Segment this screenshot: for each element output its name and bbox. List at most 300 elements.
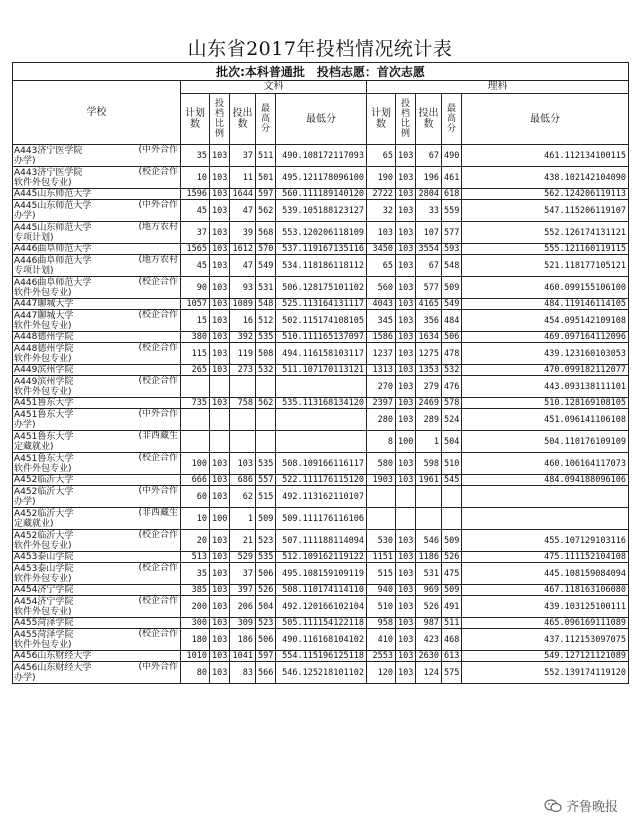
school-program-note: (校企合作 xyxy=(138,596,178,606)
table-row xyxy=(13,189,629,200)
science-out-cell: 526 xyxy=(416,596,442,618)
science-plan-cell: 510 xyxy=(367,596,396,618)
science-max-cell: 575 xyxy=(442,662,462,684)
stats-table xyxy=(12,62,629,684)
school-cell xyxy=(13,255,181,277)
arts-max-cell: 557 xyxy=(256,475,276,486)
arts-out-cell: 62 xyxy=(230,486,256,508)
science-max-cell: 484 xyxy=(442,310,462,332)
arts-plan-cell: 35 xyxy=(181,563,210,585)
arts-out-cell: 93 xyxy=(230,277,256,299)
science-min-cell: 510.128169108105 xyxy=(462,398,629,409)
science-plan-cell: 410 xyxy=(367,629,396,651)
arts-ratio-cell: 103 xyxy=(210,618,230,629)
science-max-cell xyxy=(442,486,462,508)
science-plan-cell: 530 xyxy=(367,530,396,552)
school-program-note: (地方农村 xyxy=(138,222,178,232)
arts-plan-cell: 265 xyxy=(181,365,210,376)
school-cell xyxy=(13,299,181,310)
school-name: A454济宁学院 xyxy=(14,585,74,595)
arts-min-cell: 508.110174114110 xyxy=(276,585,367,596)
science-out-cell: 1961 xyxy=(416,475,442,486)
arts-min-header: 最低分 xyxy=(276,94,367,145)
arts-ratio-cell: 103 xyxy=(210,530,230,552)
arts-max-cell: 549 xyxy=(256,255,276,277)
school-cell xyxy=(13,618,181,629)
science-max-cell: 618 xyxy=(442,189,462,200)
arts-min-cell: 525.113164131117 xyxy=(276,299,367,310)
science-out-cell: 1353 xyxy=(416,365,442,376)
table-row xyxy=(13,508,629,530)
school-program-note-cont: 软件外包专业) xyxy=(14,177,72,188)
school-name: A455菏泽学院 xyxy=(14,618,74,628)
science-ratio-cell: 103 xyxy=(396,618,416,629)
arts-max-cell: 535 xyxy=(256,453,276,475)
arts-ratio-cell: 103 xyxy=(210,662,230,684)
arts-out-cell: 37 xyxy=(230,145,256,167)
science-max-cell: 524 xyxy=(442,409,462,431)
science-min-cell: 460.106164117073 xyxy=(462,453,629,475)
arts-out-cell: 758 xyxy=(230,398,256,409)
arts-max-cell: 511 xyxy=(256,145,276,167)
school-cell xyxy=(13,563,181,585)
table-row xyxy=(13,277,629,299)
arts-max-cell: 548 xyxy=(256,299,276,310)
school-name: A443济宁医学院 xyxy=(14,167,83,178)
arts-min-cell: 560.111189140120 xyxy=(276,189,367,200)
wechat-icon xyxy=(544,799,562,813)
school-name: A451鲁东大学 xyxy=(14,409,74,420)
science-plan-cell: 940 xyxy=(367,585,396,596)
science-ratio-cell: 103 xyxy=(396,530,416,552)
arts-ratio-cell: 103 xyxy=(210,343,230,365)
arts-plan-cell xyxy=(181,376,210,398)
science-max-cell: 526 xyxy=(442,552,462,563)
arts-min-cell: 510.111165137097 xyxy=(276,332,367,343)
science-ratio-cell: 103 xyxy=(396,629,416,651)
science-plan-cell: 1237 xyxy=(367,343,396,365)
science-min-cell: 547.115206119107 xyxy=(462,200,629,222)
arts-plan-cell: 45 xyxy=(181,200,210,222)
table-row xyxy=(13,145,629,167)
school-program-note-cont: 办学) xyxy=(14,210,36,221)
science-ratio-cell: 103 xyxy=(396,200,416,222)
school-cell xyxy=(13,244,181,255)
school-program-note: (中外合作 xyxy=(138,145,178,155)
school-name: A449滨州学院 xyxy=(14,376,74,387)
science-ratio-cell: 103 xyxy=(396,585,416,596)
science-plan-cell xyxy=(367,486,396,508)
science-max-cell: 478 xyxy=(442,343,462,365)
arts-ratio-cell: 103 xyxy=(210,222,230,244)
science-plan-cell: 345 xyxy=(367,310,396,332)
science-plan-cell: 3450 xyxy=(367,244,396,255)
school-program-note: (校企合作 xyxy=(138,563,178,573)
table-row xyxy=(13,662,629,684)
arts-max-cell: 597 xyxy=(256,651,276,662)
arts-ratio-cell: 103 xyxy=(210,486,230,508)
school-cell xyxy=(13,431,181,453)
science-min-cell: 475.111152104108 xyxy=(462,552,629,563)
table-row xyxy=(13,200,629,222)
school-name: A451鲁东大学 xyxy=(14,431,74,442)
science-out-cell: 3554 xyxy=(416,244,442,255)
science-max-cell: 476 xyxy=(442,376,462,398)
science-max-cell: 578 xyxy=(442,398,462,409)
arts-min-cell: 492.113162110107 xyxy=(276,486,367,508)
arts-out-cell: 47 xyxy=(230,200,256,222)
school-name: A449滨州学院 xyxy=(14,365,74,375)
science-max-cell: 506 xyxy=(442,332,462,343)
science-max-cell: 510 xyxy=(442,453,462,475)
science-min-cell xyxy=(462,486,629,508)
table-row xyxy=(13,376,629,398)
science-ratio-cell: 103 xyxy=(396,552,416,563)
table-row xyxy=(13,398,629,409)
science-out-header: 投出数 xyxy=(416,94,442,145)
arts-ratio-cell: 103 xyxy=(210,552,230,563)
arts-plan-cell: 115 xyxy=(181,343,210,365)
arts-max-cell: 566 xyxy=(256,662,276,684)
science-min-cell: 455.107129103116 xyxy=(462,530,629,552)
science-min-cell: 469.097164112096 xyxy=(462,332,629,343)
science-max-cell: 577 xyxy=(442,222,462,244)
school-program-note-cont: 专项计划) xyxy=(14,232,54,243)
science-max-cell: 504 xyxy=(442,431,462,453)
school-cell xyxy=(13,596,181,618)
science-ratio-cell: 100 xyxy=(396,431,416,453)
school-cell xyxy=(13,552,181,563)
science-max-cell: 475 xyxy=(442,563,462,585)
table-row xyxy=(13,530,629,552)
arts-min-cell: 537.119167135116 xyxy=(276,244,367,255)
arts-min-cell: 522.111176115120 xyxy=(276,475,367,486)
school-program-note: (校企合作 xyxy=(138,453,178,463)
arts-plan-cell: 90 xyxy=(181,277,210,299)
arts-min-cell: 539.105188123127 xyxy=(276,200,367,222)
arts-plan-cell xyxy=(181,409,210,431)
arts-plan-cell: 200 xyxy=(181,596,210,618)
science-ratio-cell: 103 xyxy=(396,277,416,299)
science-min-cell: 552.139174119120 xyxy=(462,662,629,684)
school-name: A448德州学院 xyxy=(14,343,74,354)
science-out-cell: 2804 xyxy=(416,189,442,200)
arts-max-cell: 501 xyxy=(256,167,276,189)
school-cell xyxy=(13,662,181,684)
science-ratio-cell: 103 xyxy=(396,244,416,255)
school-program-note-cont: 专项计划) xyxy=(14,265,54,276)
science-ratio-cell: 103 xyxy=(396,596,416,618)
science-out-cell: 279 xyxy=(416,376,442,398)
science-ratio-cell: 103 xyxy=(396,365,416,376)
school-program-note-cont: 办学) xyxy=(14,419,36,430)
science-plan-cell: 2397 xyxy=(367,398,396,409)
table-row xyxy=(13,596,629,618)
arts-max-cell: 504 xyxy=(256,596,276,618)
science-out-cell: 289 xyxy=(416,409,442,431)
arts-out-cell: 1041 xyxy=(230,651,256,662)
arts-plan-cell: 35 xyxy=(181,145,210,167)
science-min-cell: 465.096169111089 xyxy=(462,618,629,629)
arts-min-cell: 502.115174108105 xyxy=(276,310,367,332)
science-max-cell: 593 xyxy=(442,244,462,255)
arts-plan-cell: 100 xyxy=(181,453,210,475)
school-name: A452临沂大学 xyxy=(14,475,74,485)
science-out-cell: 67 xyxy=(416,255,442,277)
science-out-cell: 4165 xyxy=(416,299,442,310)
arts-plan-cell: 180 xyxy=(181,629,210,651)
arts-min-cell: 512.109162119122 xyxy=(276,552,367,563)
school-name: A451鲁东大学 xyxy=(14,453,74,464)
arts-ratio-cell: 103 xyxy=(210,167,230,189)
science-plan-cell: 560 xyxy=(367,277,396,299)
school-program-note-cont: 软件外包专业) xyxy=(14,639,72,650)
school-name: A448德州学院 xyxy=(14,332,74,342)
school-cell xyxy=(13,475,181,486)
school-name: A443济宁医学院 xyxy=(14,145,83,156)
arts-ratio-cell: 103 xyxy=(210,629,230,651)
school-program-note: (校企合作 xyxy=(138,277,178,287)
science-plan-cell: 1903 xyxy=(367,475,396,486)
arts-max-cell: 532 xyxy=(256,365,276,376)
school-program-note: (中外合作 xyxy=(138,200,178,210)
arts-ratio-cell: 103 xyxy=(210,398,230,409)
arts-plan-cell: 666 xyxy=(181,475,210,486)
table-row xyxy=(13,563,629,585)
table-row xyxy=(13,343,629,365)
school-program-note: (校企合作 xyxy=(138,343,178,353)
science-plan-cell: 190 xyxy=(367,167,396,189)
arts-out-cell: 529 xyxy=(230,552,256,563)
school-cell xyxy=(13,585,181,596)
school-name: A456山东财经大学 xyxy=(14,651,92,661)
arts-out-cell: 1 xyxy=(230,508,256,530)
arts-max-cell: 570 xyxy=(256,244,276,255)
science-max-cell: 511 xyxy=(442,618,462,629)
arts-min-cell: 495.108159109119 xyxy=(276,563,367,585)
table-body xyxy=(13,145,629,684)
arts-min-cell: 546.125218101102 xyxy=(276,662,367,684)
science-plan-cell: 270 xyxy=(367,376,396,398)
science-plan-cell: 280 xyxy=(367,409,396,431)
science-ratio-cell: 103 xyxy=(396,475,416,486)
science-min-cell: 484.119146114105 xyxy=(462,299,629,310)
school-program-note-cont: 软件外包专业) xyxy=(14,386,72,397)
science-min-cell: 521.118177105121 xyxy=(462,255,629,277)
science-ratio-cell: 103 xyxy=(396,189,416,200)
table-row xyxy=(13,332,629,343)
school-name: A445山东师范大学 xyxy=(14,200,92,211)
science-plan-cell: 32 xyxy=(367,200,396,222)
arts-plan-cell: 80 xyxy=(181,662,210,684)
science-ratio-cell: 103 xyxy=(396,299,416,310)
arts-out-cell: 686 xyxy=(230,475,256,486)
school-name: A447聊城大学 xyxy=(14,299,74,309)
school-name: A452临沂大学 xyxy=(14,508,74,519)
science-min-cell: 467.118163106080 xyxy=(462,585,629,596)
arts-out-cell: 1612 xyxy=(230,244,256,255)
arts-out-cell: 47 xyxy=(230,255,256,277)
arts-max-cell: 512 xyxy=(256,310,276,332)
arts-min-cell: 535.113168134120 xyxy=(276,398,367,409)
science-min-cell: 437.112153097075 xyxy=(462,629,629,651)
school-name: A454济宁学院 xyxy=(14,596,74,607)
science-ratio-cell: 103 xyxy=(396,453,416,475)
science-min-cell xyxy=(462,508,629,530)
school-program-note: (校企合作 xyxy=(138,167,178,177)
school-name: A453泰山学院 xyxy=(14,552,74,562)
school-cell xyxy=(13,310,181,332)
science-min-cell: 470.099182112077 xyxy=(462,365,629,376)
science-out-cell: 1275 xyxy=(416,343,442,365)
arts-min-cell: 511.107170113121 xyxy=(276,365,367,376)
science-max-cell: 549 xyxy=(442,299,462,310)
science-min-cell: 445.108159084094 xyxy=(462,563,629,585)
science-out-cell: 1186 xyxy=(416,552,442,563)
science-plan-cell: 120 xyxy=(367,662,396,684)
science-ratio-cell: 103 xyxy=(396,343,416,365)
science-out-cell xyxy=(416,486,442,508)
science-max-cell: 613 xyxy=(442,651,462,662)
arts-max-cell: 523 xyxy=(256,530,276,552)
arts-ratio-cell: 103 xyxy=(210,145,230,167)
science-plan-cell: 65 xyxy=(367,145,396,167)
arts-out-cell: 1644 xyxy=(230,189,256,200)
science-plan-cell: 8 xyxy=(367,431,396,453)
school-program-note-cont: 软件外包专业) xyxy=(14,540,72,551)
arts-plan-cell: 45 xyxy=(181,255,210,277)
arts-ratio-cell: 103 xyxy=(210,596,230,618)
science-out-cell: 107 xyxy=(416,222,442,244)
school-name: A446曲阜师范大学 xyxy=(14,244,92,254)
school-name: A446曲阜师范大学 xyxy=(14,255,92,266)
arts-out-cell: 397 xyxy=(230,585,256,596)
school-name: A447聊城大学 xyxy=(14,310,74,321)
science-max-cell: 545 xyxy=(442,475,462,486)
science-plan-cell: 2553 xyxy=(367,651,396,662)
arts-max-cell: 562 xyxy=(256,398,276,409)
arts-out-cell: 83 xyxy=(230,662,256,684)
school-cell xyxy=(13,365,181,376)
science-max-header: 最高分 xyxy=(442,94,462,145)
arts-ratio-cell: 103 xyxy=(210,365,230,376)
science-ratio-cell: 103 xyxy=(396,255,416,277)
arts-max-cell: 515 xyxy=(256,486,276,508)
science-max-cell xyxy=(442,508,462,530)
arts-ratio-cell: 103 xyxy=(210,189,230,200)
science-out-cell: 598 xyxy=(416,453,442,475)
arts-out-cell: 21 xyxy=(230,530,256,552)
arts-plan-cell: 1057 xyxy=(181,299,210,310)
table-row xyxy=(13,629,629,651)
school-cell xyxy=(13,200,181,222)
arts-max-cell xyxy=(256,409,276,431)
table-row xyxy=(13,651,629,662)
arts-max-cell: 523 xyxy=(256,618,276,629)
arts-min-cell: 490.116168104102 xyxy=(276,629,367,651)
school-cell xyxy=(13,189,181,200)
arts-plan-cell: 10 xyxy=(181,508,210,530)
science-min-cell: 504.110176109109 xyxy=(462,431,629,453)
arts-ratio-cell: 100 xyxy=(210,508,230,530)
science-out-cell: 124 xyxy=(416,662,442,684)
arts-ratio-cell: 103 xyxy=(210,332,230,343)
table-row xyxy=(13,585,629,596)
table-row xyxy=(13,431,629,453)
science-max-cell: 532 xyxy=(442,365,462,376)
science-max-cell: 491 xyxy=(442,596,462,618)
arts-plan-cell: 300 xyxy=(181,618,210,629)
science-max-cell: 490 xyxy=(442,145,462,167)
arts-plan-cell: 380 xyxy=(181,332,210,343)
school-program-note: (非西藏生 xyxy=(138,431,178,441)
school-cell xyxy=(13,409,181,431)
arts-out-cell xyxy=(230,431,256,453)
school-program-note: (中外合作 xyxy=(138,662,178,672)
school-cell xyxy=(13,332,181,343)
science-out-cell: 2630 xyxy=(416,651,442,662)
school-name: A452临沂大学 xyxy=(14,530,74,541)
arts-min-cell: 494.116158103117 xyxy=(276,343,367,365)
school-cell xyxy=(13,222,181,244)
school-cell xyxy=(13,530,181,552)
arts-ratio-cell xyxy=(210,376,230,398)
school-header: 学校 xyxy=(13,81,181,145)
science-max-cell: 461 xyxy=(442,167,462,189)
science-min-cell: 555.121160119115 xyxy=(462,244,629,255)
arts-max-cell: 506 xyxy=(256,629,276,651)
science-min-cell: 460.099155106100 xyxy=(462,277,629,299)
school-cell xyxy=(13,167,181,189)
school-program-note-cont: 软件外包专业) xyxy=(14,353,72,364)
arts-ratio-cell: 103 xyxy=(210,255,230,277)
batch-subtitle: 批次:本科普通批 投档志愿：首次志愿 xyxy=(13,63,629,81)
science-plan-cell: 515 xyxy=(367,563,396,585)
school-program-note: (非西藏生 xyxy=(138,508,178,518)
school-program-note-cont: 办学) xyxy=(14,672,36,683)
science-out-cell: 67 xyxy=(416,145,442,167)
science-min-cell: 562.124206119113 xyxy=(462,189,629,200)
arts-plan-cell xyxy=(181,431,210,453)
school-program-note-cont: 软件外包专业) xyxy=(14,606,72,617)
science-out-cell: 33 xyxy=(416,200,442,222)
science-out-cell: 531 xyxy=(416,563,442,585)
arts-max-cell: 597 xyxy=(256,189,276,200)
science-min-cell: 438.102142104090 xyxy=(462,167,629,189)
school-cell xyxy=(13,486,181,508)
arts-plan-cell: 735 xyxy=(181,398,210,409)
arts-out-cell: 39 xyxy=(230,222,256,244)
science-out-cell: 196 xyxy=(416,167,442,189)
school-cell xyxy=(13,629,181,651)
school-name: A456山东财经大学 xyxy=(14,662,92,673)
school-name: A445山东师范大学 xyxy=(14,189,92,199)
science-max-cell: 509 xyxy=(442,530,462,552)
arts-ratio-cell: 103 xyxy=(210,200,230,222)
arts-ratio-cell: 103 xyxy=(210,244,230,255)
arts-ratio-cell: 103 xyxy=(210,453,230,475)
science-plan-cell: 580 xyxy=(367,453,396,475)
arts-out-cell: 16 xyxy=(230,310,256,332)
arts-max-cell: 526 xyxy=(256,585,276,596)
table-row xyxy=(13,618,629,629)
science-ratio-cell: 103 xyxy=(396,222,416,244)
science-ratio-cell xyxy=(396,508,416,530)
arts-max-cell: 535 xyxy=(256,552,276,563)
science-max-cell: 559 xyxy=(442,200,462,222)
science-plan-cell: 1586 xyxy=(367,332,396,343)
science-plan-cell: 2722 xyxy=(367,189,396,200)
